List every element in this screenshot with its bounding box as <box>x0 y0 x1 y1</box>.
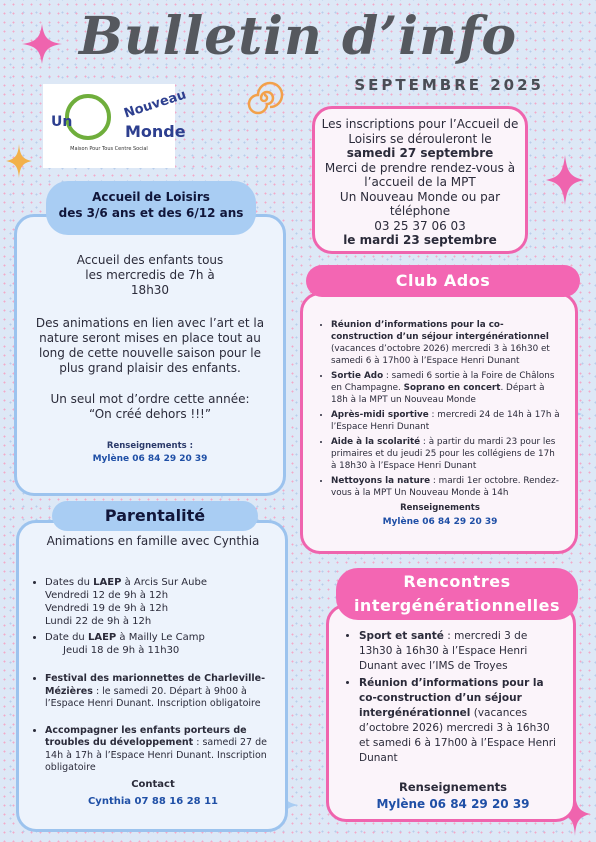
inscriptions-line: téléphone <box>389 204 451 218</box>
rencontres-item-title: Sport et santé <box>359 630 444 642</box>
accueil-motto-label: Un seul mot d’ordre cette année: <box>50 392 250 406</box>
list-item <box>359 629 559 674</box>
list-item <box>359 676 559 766</box>
club-ados-rens-phone[interactable]: Mylène 06 84 29 20 39 <box>382 517 498 527</box>
bulletin-date: SEPTEMBRE 2025 <box>354 76 544 94</box>
bulletin-title: Bulletin d’info <box>78 6 518 67</box>
laep1-place: à Arcis Sur Aube <box>121 577 207 588</box>
festival-details: : le samedi 20. Départ à 9h00 à l’Espace Henri Dunant. Inscription obligatoire <box>45 685 261 709</box>
inscriptions-line: Les inscriptions pour l’Accueil de <box>321 117 519 131</box>
accueil-rens-phone[interactable]: Mylène 06 84 29 20 39 <box>92 454 208 464</box>
laep1-prefix: Dates du <box>45 577 94 588</box>
laep-list <box>33 576 273 657</box>
laep2-prefix: Date du <box>45 632 88 643</box>
club-item-title: Aide à la scolarité <box>331 437 421 447</box>
list-item <box>331 370 561 406</box>
list-item <box>331 409 561 433</box>
accueil-description: Des animations en lien avec l’art et la nature seront mises en place tout au long de cette nouvelle saison pour le plus grand plaisir des enfants. <box>35 316 265 375</box>
list-item <box>331 319 561 367</box>
laep1-date: Vendredi 12 de 9h à 12h <box>45 590 169 601</box>
orange-star-icon <box>6 144 32 178</box>
club-ados-rens-label: Renseignements <box>400 503 480 513</box>
spiral-icon <box>244 78 284 118</box>
list-item <box>331 436 561 472</box>
club-ados-header: Club Ados <box>306 265 580 297</box>
inscriptions-line: Loisirs se dérouleront le <box>348 131 492 146</box>
club-item-details: . Départ à 18h à la MPT un Nouveau Monde <box>331 383 545 405</box>
rencontres-item-details: : mercredi 3 de 13h30 à 16h30 à l’Espace Henri Dunant avec l’IMS de Troyes <box>359 630 528 672</box>
club-item-title: Réunion d’informations pour la co-construction d’un séjour intergénérationnel <box>331 320 549 342</box>
accueil-header <box>46 181 256 235</box>
club-item-details: : samedi 6 sortie à la Foire de Châlons en Champagne. <box>331 371 555 393</box>
rencontres-box <box>326 604 576 822</box>
club-item-title: Sortie Ado <box>331 371 384 381</box>
list-item <box>45 576 273 628</box>
parentalite-box <box>16 520 288 832</box>
festival-title: Festival des marionnettes de Charleville-Mézières <box>45 673 266 697</box>
pink-star-icon <box>546 155 584 205</box>
logo-text-nouveau: Nouveau <box>122 87 189 122</box>
rencontres-title: Rencontres <box>403 572 511 591</box>
list-item <box>45 725 273 775</box>
mpt-logo <box>43 84 189 168</box>
club-item-details: : mercredi 24 de 14h à 17h à l’Espace Henri Dunant <box>331 410 560 432</box>
inscriptions-date: samedi 27 septembre <box>346 146 494 160</box>
parentalite-intro: Animations en famille avec Cynthia <box>46 534 260 548</box>
accueil-subtitle: des 3/6 ans et des 6/12 ans <box>58 206 244 220</box>
rencontres-subtitle: intergénérationnelles <box>353 596 561 615</box>
rencontres-rens-phone[interactable]: Mylène 06 84 29 20 39 <box>376 797 530 811</box>
laep2-bold: LAEP <box>87 632 117 643</box>
inscriptions-phone: 03 25 37 06 03 <box>374 218 466 233</box>
club-ados-box <box>300 292 578 554</box>
rencontres-rens-label: Renseignements <box>399 780 507 794</box>
club-item-title: Nettoyons la nature <box>331 476 431 486</box>
inscriptions-box <box>312 106 528 254</box>
rencontres-list <box>347 629 559 766</box>
club-item-details: : à partir du mardi 23 pour les primaires et du jeudi 25 pour les collégiens de 17h à 18h30 à l’Espace Henri Dunant <box>331 437 556 471</box>
parentalite-events <box>33 673 273 775</box>
inscriptions-deadline: le mardi 23 septembre <box>343 233 497 247</box>
parentalite-contact-label: Contact <box>131 778 175 790</box>
list-item <box>45 631 273 657</box>
logo-text-monde: Monde <box>125 122 186 141</box>
accueil-schedule: Accueil des enfants tous les mercredis de 7h à 18h30 <box>76 253 224 297</box>
rencontres-header <box>336 568 578 620</box>
inscriptions-line: Merci de prendre rendez-vous à <box>324 160 516 175</box>
accueil-title: Accueil de Loisirs <box>92 190 210 204</box>
accompagner-details: : samedi 27 de 14h à 17h à l’Espace Henri Dunant. Inscription obligatoire <box>45 737 267 773</box>
laep2-place: à Mailly Le Camp <box>116 632 205 643</box>
accueil-box <box>14 214 286 496</box>
laep1-bold: LAEP <box>93 577 122 588</box>
parentalite-header: Parentalité <box>52 501 258 531</box>
laep1-date: Vendredi 19 de 9h à 12h <box>45 603 169 614</box>
club-item-details: : mardi 1er octobre. Rendez-vous à la MPT Un Nouveau Monde à 14h <box>331 476 559 498</box>
club-ados-list <box>319 319 561 499</box>
laep2-date: Jeudi 18 de 9h à 11h30 <box>63 645 180 656</box>
inscriptions-line: Un Nouveau Monde ou par <box>339 189 501 204</box>
accueil-motto: “On créé dehors !!!” <box>88 407 212 421</box>
accueil-rens-label: Renseignements : <box>106 441 194 451</box>
list-item <box>45 673 273 711</box>
club-item-details: (vacances d’octobre 2026) mercredi 3 à 16h30 et samedi 6 à 17h00 à l’Espace Henri Dunant <box>331 344 550 366</box>
accompagner-title: Accompagner les enfants porteurs de troubles du développement <box>45 724 247 748</box>
parentalite-contact-phone[interactable]: Cynthia 07 88 16 28 11 <box>87 795 219 807</box>
logo-text-un: Un <box>51 114 73 130</box>
rencontres-item-details: (vacances d’octobre 2026) mercredi 3 à 16h30 et samedi 6 à 17h00 à l’Espace Henri Dunant <box>359 707 556 764</box>
club-item-title: Soprano en concert <box>403 383 501 393</box>
club-item-title: Après-midi sportive <box>331 410 429 420</box>
inscriptions-line: l’accueil de la MPT <box>364 175 476 189</box>
rencontres-item-title: Réunion d’informations pour la co-construction d’un séjour intergénérationnel <box>359 677 544 719</box>
list-item <box>331 475 561 499</box>
logo-subtitle: Maison Pour Tous Centre Social <box>70 146 148 152</box>
laep1-date: Lundi 22 de 9h à 12h <box>45 616 152 627</box>
